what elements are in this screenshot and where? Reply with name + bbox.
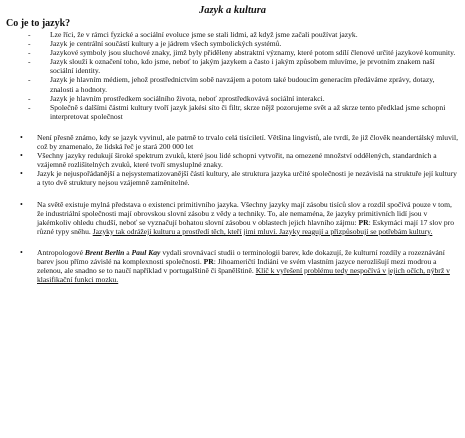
point-list bbox=[6, 133, 459, 284]
point-color-study bbox=[6, 248, 459, 284]
definition-item: - Jazyk slouží k označení toho, kdo jsme, neboť to jakým jazykem a často i jakým způsobem mluvíme, je prvotním znakem naší sociální identity. bbox=[6, 57, 459, 75]
point-text: : Jihoameričtí Indiáni ve svém vlastním jazyce nerozlišují mezi modrou a zelenou, ale snadno se to naučí například v portugalštině či španělštině. bbox=[37, 256, 437, 276]
point-evolution: • Není přesně známo, kdy se jazyk vyvinul, ale patrně to trvalo celá tisíciletí. Většina lingvistů, ale tvrdí, že již člověk neandertálský mluvil, což by znamenalo, že lidská řeč je stará 200 000 let bbox=[6, 133, 459, 151]
point-sounds: • Všechny jazyky redukují široké spektrum zvuků, které jsou lidé schopni vytvořit, na omezené množství oddělených, standardních a vzájemně rozlišitelných zvuků, které tvoří smysluplné znaky. bbox=[6, 151, 459, 169]
definition-item: - Jazyk je hlavním médiem, jehož prostřednictvím sobě navzájem a potom také budoucím generacím předáváme zprávy, dotazy, znalosti a hodnoty. bbox=[6, 75, 459, 93]
definition-item: - Jazykové symboly jsou sluchové znaky, jimž byly přiděleny abstraktní významy, které potom sdílí členové určité jazykové komunity. bbox=[6, 48, 459, 57]
underlined-conclusion: Klíč k vyřešení problému tedy nespočívá v jejich očích, nýbrž v klasifikační funkci mozku. bbox=[37, 266, 450, 285]
pr-label: PR bbox=[358, 217, 369, 227]
author-name: Brent Berlin bbox=[84, 247, 125, 257]
definition-item: - Společně s dalšími částmi kultury tvoří jazyk jakési síto či filtr, skrze nějž pozorujeme svět a až skrze tento předklad jsme schopni interpretovat společnost bbox=[6, 103, 459, 121]
point-text: vydali srovnávací studii o terminologii barev, kde dokazují, že kulturní rozdíly a rozeznávání barev jsou přímo závislé na komplexnosti společnosti. bbox=[37, 247, 445, 266]
definition-item: - Lze říci, že v rámci fyzické a sociální evoluce jsme se stali lidmi, až když jsme začali používat jazyk. bbox=[6, 30, 459, 39]
definition-item: - Jazyk je centrální součástí kultury a je jádrem všech symbolických systémů. bbox=[6, 39, 459, 48]
definition-item: - Jazyk je hlavním prostředkem sociálního života, neboť zprostředkovává sociální interakci. bbox=[6, 94, 459, 103]
underlined-conclusion: Jazyky tak odrážejí kulturu a prostředí těch, kteří jimi mluví. Jazyky reagují a přizpůsobují se potřebám kultury. bbox=[92, 226, 433, 236]
document-title: Jazyk a kultura bbox=[198, 5, 267, 16]
point-text: Na světě existuje mylná představa o existenci primitivního jazyka. Všechny jazyky mají zásobu tisíců slov a rozdíl spočívá pouze v tom, že industriální společnosti mají obrovskou slovní zásobu z vědy a techniky. To, ale nemaména, že jazyky primitivních lidí jsou v jakémkoliv ohledu chudší, neboť se vyznačují bohatou slovní zásobou v oblastech jejich hlavního zájmu: bbox=[37, 199, 452, 227]
pr-label: PR bbox=[203, 256, 214, 266]
point-text: Antropologové bbox=[37, 247, 85, 257]
point-primitive-language bbox=[6, 200, 459, 236]
section-heading: Co je to jazyk? bbox=[6, 18, 71, 29]
point-text: : Eskymáci mají 17 slov pro různé typy sněhu. bbox=[37, 217, 455, 236]
author-name: Paul Kay bbox=[131, 247, 161, 257]
definition-list bbox=[6, 30, 459, 121]
point-text: a bbox=[124, 247, 132, 257]
point-structure: • Jazyk je nejuspořádanější a nejsystematizovanější částí kultury, ale struktura jazyka určité společnosti je nezávislá na struktuře její kultury a tyto dvě struktury nejsou vzájemně zaměnitelné. bbox=[6, 169, 459, 187]
